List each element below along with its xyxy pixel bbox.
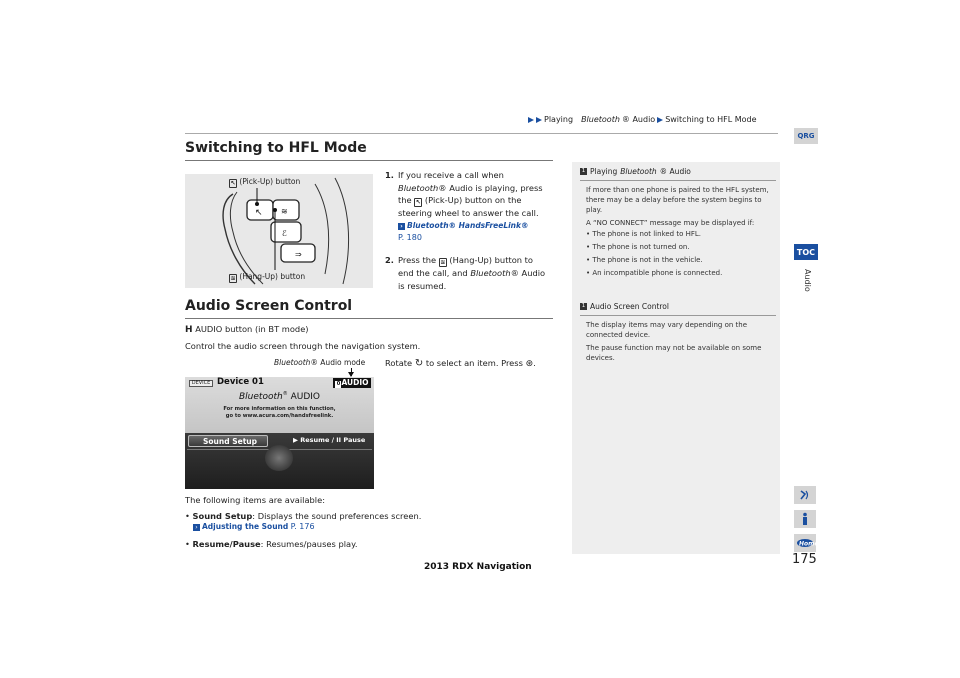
section-rule <box>185 318 553 319</box>
note-playing-bt: 1 Playing Bluetooth ® Audio If more than one phone is paired to the HFL system, there may be a delay before the system begins to play. A “NO CONNECT” message may be displayed if: • The phone is not linked to HFL. • The phone is not turned on. • The phone is not in the vehicle. • An incompatible phone is connected. <box>580 167 776 278</box>
pickup-icon: ↖ <box>415 199 421 206</box>
sound-setup-button[interactable]: Sound Setup <box>188 435 268 447</box>
steering-illustration <box>185 174 373 288</box>
svg-text:≋: ≋ <box>281 207 288 216</box>
breadcrumb-arrow-icon <box>536 117 542 123</box>
link-adjusting-sound[interactable]: › Adjusting the Sound P. 176 <box>193 522 315 531</box>
selection-knob-icon <box>265 445 293 471</box>
breadcrumb-current: Switching to HFL Mode <box>665 115 757 124</box>
section-title-audio-control: Audio Screen Control <box>185 298 353 314</box>
hangup-label: ≋ (Hang-Up) button <box>230 272 306 282</box>
bt-audio-screen <box>185 377 374 489</box>
home-icon[interactable] <box>794 534 819 552</box>
device-tag[interactable]: DEVICE <box>189 380 213 387</box>
info-text: For more information on this function, go to www.acura.com/handsfreelink. <box>223 406 336 419</box>
chapter-side-label: Audio <box>803 268 812 292</box>
home-icon: H <box>185 325 193 335</box>
rotate-instruction: Rotate ↻ to select an item. Press ⊛. <box>385 358 536 369</box>
reference-arrow-icon: › <box>398 223 405 230</box>
hangup-icon: ≋ <box>440 259 446 266</box>
breadcrumb <box>528 115 757 124</box>
device-name: Device 01 <box>217 377 264 387</box>
screen-top <box>185 377 374 433</box>
toc-tab[interactable]: TOC <box>794 244 818 260</box>
svg-text:Home: Home <box>799 540 819 548</box>
screen-caption: Bluetooth® Audio mode <box>274 358 366 367</box>
svg-text:ℰ: ℰ <box>282 229 287 238</box>
intro-text: Control the audio screen through the navigation system. <box>185 341 421 351</box>
pickup-label: ↖ (Pick-Up) button <box>230 177 301 187</box>
press-knob-icon: ⊛ <box>525 359 534 369</box>
svg-text:⇒: ⇒ <box>295 250 302 259</box>
reference-arrow-icon: › <box>193 524 200 531</box>
item-sound-setup: • Sound Setup: Displays the sound preferences screen. <box>185 511 422 521</box>
item-resume-pause: • Resume/Pause: Resumes/pauses play. <box>185 539 358 549</box>
resume-pause-button[interactable]: ▶ Resume / II Pause <box>293 436 366 444</box>
mode-line: H AUDIO button (in BT mode) <box>185 324 309 335</box>
breadcrumb-arrow-icon <box>657 117 663 123</box>
footer-title: 2013 RDX Navigation <box>424 562 532 572</box>
breadcrumb-item[interactable]: ® Audio <box>621 115 656 124</box>
pickup-icon: ↖ <box>230 180 236 187</box>
qrg-tab[interactable]: QRG <box>794 128 818 144</box>
breadcrumb-arrow-icon <box>528 117 534 123</box>
hangup-icon: ≋ <box>230 275 236 282</box>
screen-bottom <box>185 433 374 489</box>
svg-text:↖: ↖ <box>255 208 263 218</box>
voice-command-icon[interactable] <box>794 486 816 504</box>
note-number-icon: 1 <box>581 303 586 309</box>
audio-badge-icon: 0 <box>336 381 341 387</box>
section-rule <box>185 160 553 161</box>
link-page-180[interactable]: P. 180 <box>398 233 422 242</box>
breadcrumb-item[interactable]: Playing <box>544 115 574 124</box>
page-number: 175 <box>792 552 817 567</box>
top-rule <box>185 133 778 134</box>
available-text: The following items are available: <box>185 495 326 505</box>
audio-badge[interactable]: 0AUDIO <box>333 378 371 388</box>
rotate-knob-icon: ↻ <box>414 358 424 369</box>
steering-wheel-icon <box>185 174 373 288</box>
link-handsfreelink[interactable]: › Bluetooth® HandsFreeLink® <box>398 220 543 233</box>
step-1: 1. If you receive a call when Bluetooth® Audio is playing, press the ↖ (Pick-Up) button on the steering wheel to answer the call. › Bluetooth® HandsFreeLink® P. 180 <box>385 169 553 245</box>
note-number-icon: 1 <box>581 168 586 174</box>
note-audio-screen: 1 Audio Screen Control The display items may vary depending on the connected device. The pause function may not be available on some devices. <box>580 302 776 363</box>
breadcrumb-item[interactable]: Bluetooth <box>581 115 620 124</box>
section-title-hfl: Switching to HFL Mode <box>185 140 367 156</box>
step-2: 2. Press the ≋ (Hang-Up) button to end the call, and Bluetooth® Audio is resumed. <box>385 255 546 291</box>
info-icon[interactable] <box>794 510 816 528</box>
bt-audio-title: Bluetooth® AUDIO <box>239 391 320 402</box>
